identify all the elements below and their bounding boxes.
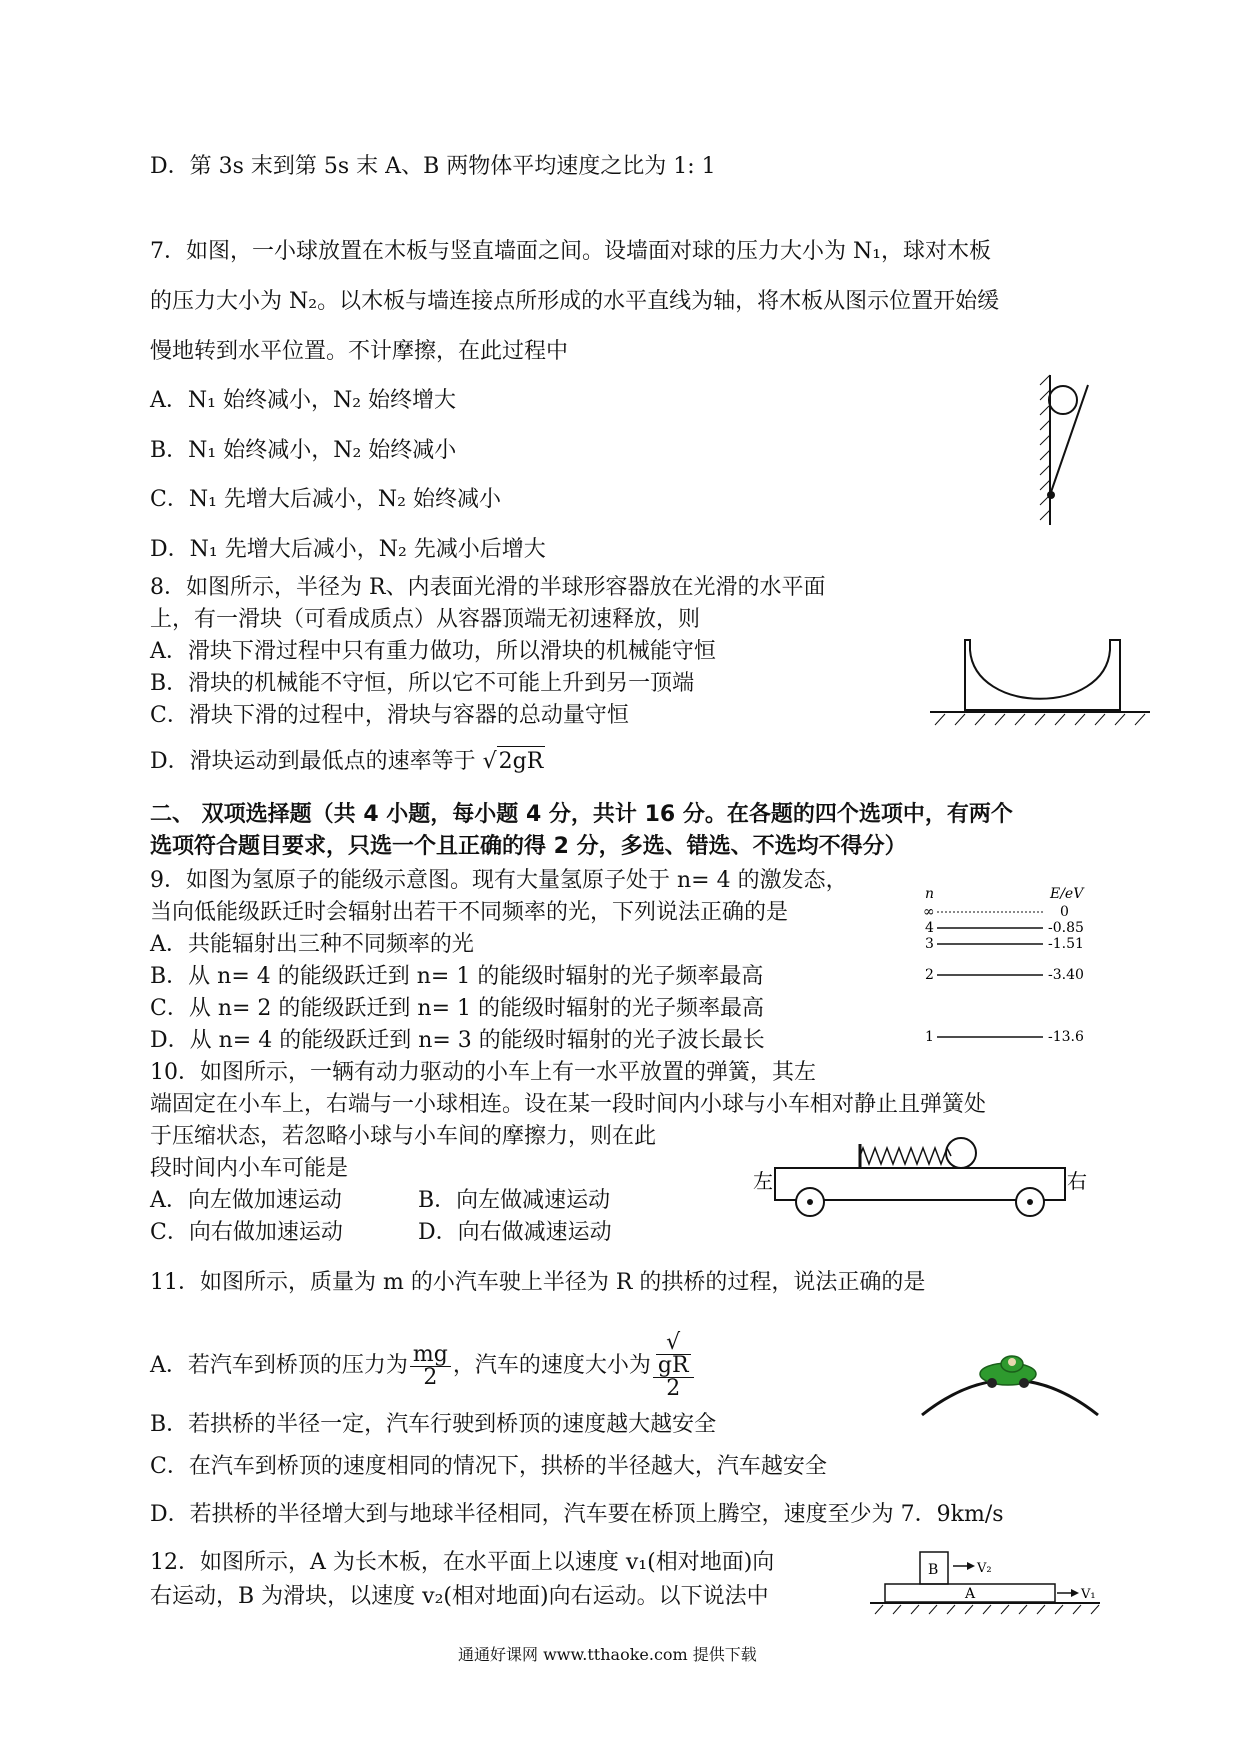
q10-ball bbox=[946, 1138, 976, 1168]
q11-option-a bbox=[150, 1332, 696, 1400]
q11-frac1-numerator: mg bbox=[410, 1344, 451, 1367]
section2-heading-line1: 二、 双项选择题（共 4 小题，每小题 4 分，共计 16 分。在各题的四个选项中，有两个 bbox=[150, 802, 1013, 827]
q10-stem-line2: 端固定在小车上，右端与一小球相连。设在某一段时间内小球与小车相对静止且弹簧处 bbox=[150, 1092, 987, 1117]
q11-stem: 11．如图所示，质量为 m 的小汽车驶上半径为 R 的拱桥的过程，说法正确的是 bbox=[150, 1270, 926, 1295]
q10-stem-line1: 10．如图所示，一辆有动力驱动的小车上有一水平放置的弹簧，其左 bbox=[150, 1060, 816, 1085]
q7-option-d: D．N₁ 先增大后减小，N₂ 先减小后增大 bbox=[150, 537, 546, 562]
q9-stem-line1: 9．如图为氢原子的能级示意图。现有大量氢原子处于 n= 4 的激发态， bbox=[150, 868, 848, 893]
q9-level-inf-n: ∞ bbox=[923, 904, 935, 920]
q10-label-left: 左 bbox=[753, 1169, 773, 1193]
q9-energy-level-diagram bbox=[915, 880, 1105, 1060]
q9-level-1-n: 1 bbox=[925, 1029, 934, 1045]
q11-frac2-denominator: 2 bbox=[666, 1376, 681, 1401]
q10-option-d: D．向右做减速运动 bbox=[418, 1220, 612, 1245]
q7-wall-board-figure bbox=[1030, 370, 1110, 530]
q8-option-d-text: D．滑块运动到最低点的速率等于 bbox=[150, 749, 476, 774]
q7-option-c: C．N₁ 先增大后减小，N₂ 始终减小 bbox=[150, 487, 501, 512]
q11-option-c: C．在汽车到桥顶的速度相同的情况下，拱桥的半径越大，汽车越安全 bbox=[150, 1454, 827, 1479]
q11-option-d: D．若拱桥的半径增大到与地球半径相同，汽车要在桥顶上腾空，速度至少为 7．9km/s bbox=[150, 1502, 1004, 1527]
q10-cart-spring-figure bbox=[745, 1130, 1095, 1225]
q9-option-d: D．从 n= 4 的能级跃迁到 n= 3 的能级时辐射的光子波长最长 bbox=[150, 1028, 765, 1053]
q10-option-b: B．向左做减速运动 bbox=[418, 1188, 611, 1213]
q9-level-3-n: 3 bbox=[925, 936, 934, 952]
q12-board-block-figure bbox=[865, 1548, 1105, 1638]
q11-car-icon bbox=[980, 1356, 1036, 1388]
q10-option-c: C．向右做加速运动 bbox=[150, 1220, 343, 1245]
q9-option-b: B．从 n= 4 的能级跃迁到 n= 1 的能级时辐射的光子频率最高 bbox=[150, 964, 764, 989]
q9-option-c: C．从 n= 2 的能级跃迁到 n= 1 的能级时辐射的光子频率最高 bbox=[150, 996, 764, 1021]
q8-option-a: A．滑块下滑过程中只有重力做功，所以滑块的机械能守恒 bbox=[150, 639, 716, 664]
q8-option-c: C．滑块下滑的过程中，滑块与容器的总动量守恒 bbox=[150, 703, 629, 728]
q8-option-d bbox=[150, 746, 545, 777]
q9-level-2-n: 2 bbox=[925, 967, 934, 983]
q11-frac1-denominator: 2 bbox=[423, 1364, 438, 1390]
q7-option-a: A．N₁ 始终减小，N₂ 始终增大 bbox=[150, 388, 457, 413]
q12-stem-line2: 右运动，B 为滑块，以速度 v₂(相对地面)向右运动。以下说法中 bbox=[150, 1584, 769, 1609]
q11-option-b: B．若拱桥的半径一定，汽车行驶到桥顶的速度越大越安全 bbox=[150, 1412, 717, 1437]
q10-stem-line4: 段时间内小车可能是 bbox=[150, 1156, 349, 1181]
q6-option-d: D．第 3s 末到第 5s 末 A、B 两物体平均速度之比为 1: 1 bbox=[150, 154, 716, 179]
q9-stem-line2: 当向低能级跃迁时会辐射出若干不同频率的光，下列说法正确的是 bbox=[150, 900, 789, 925]
q8-option-b: B．滑块的机械能不守恒，所以它不可能上升到另一顶端 bbox=[150, 671, 695, 696]
q11-option-a-prefix: A．若汽车到桥顶的压力为 bbox=[150, 1353, 408, 1378]
q11-option-a-mid: ，汽车的速度大小为 bbox=[452, 1353, 651, 1378]
q8-stem-line2: 上，有一滑块（可看成质点）从容器顶端无初速释放，则 bbox=[150, 607, 701, 632]
q12-label-v1: V₁ bbox=[1081, 1587, 1096, 1602]
q10-option-a: A．向左做加速运动 bbox=[150, 1188, 342, 1213]
q11-fraction-sqrt-gr-over-2 bbox=[653, 1332, 694, 1400]
q9-n-header: n bbox=[925, 886, 935, 902]
q9-level-3-e: -1.51 bbox=[1048, 936, 1084, 952]
q11-frac2-numerator: gR bbox=[657, 1353, 689, 1378]
q12-label-v2: V₂ bbox=[977, 1561, 992, 1576]
q11-arch-bridge-figure bbox=[920, 1340, 1100, 1420]
q8-sqrt-symbol: √ bbox=[482, 749, 497, 774]
q7-stem-line1: 7．如图，一小球放置在木板与竖直墙面之间。设墙面对球的压力大小为 N₁，球对木板 bbox=[150, 239, 992, 264]
q10-spring bbox=[860, 1148, 951, 1164]
q9-level-1-e: -13.6 bbox=[1048, 1029, 1084, 1045]
q7-option-b: B．N₁ 始终减小，N₂ 始终减小 bbox=[150, 438, 457, 463]
q9-level-4-n: 4 bbox=[925, 920, 934, 936]
q9-level-inf-e: 0 bbox=[1060, 904, 1069, 920]
q11-sqrt-symbol: √ bbox=[666, 1330, 681, 1355]
q9-level-2-e: -3.40 bbox=[1048, 967, 1084, 983]
q9-level-4-e: -0.85 bbox=[1048, 920, 1084, 936]
q12-label-b: B bbox=[928, 1562, 939, 1578]
section2-heading-line2: 选项符合题目要求，只选一个且正确的得 2 分，多选、错选、不选均不得分） bbox=[150, 834, 907, 859]
q7-stem-line3: 慢地转到水平位置。不计摩擦，在此过程中 bbox=[150, 339, 569, 364]
q12-label-a: A bbox=[965, 1586, 976, 1602]
q8-stem-line1: 8．如图所示，半径为 R、内表面光滑的半球形容器放在光滑的水平面 bbox=[150, 575, 826, 600]
q9-option-a: A．共能辐射出三种不同频率的光 bbox=[150, 932, 474, 957]
page-footer: 通通好课网 www.tthaoke.com 提供下载 bbox=[458, 1645, 757, 1664]
q12-stem-line1: 12．如图所示，A 为长木板，在水平面上以速度 v₁(相对地面)向 bbox=[150, 1550, 775, 1575]
q8-hemisphere-container-figure bbox=[930, 630, 1150, 740]
q8-sqrt-value: 2gR bbox=[497, 746, 546, 777]
q9-e-header: E/eV bbox=[1050, 886, 1084, 902]
q10-stem-line3: 于压缩状态，若忽略小球与小车间的摩擦力，则在此 bbox=[150, 1124, 657, 1149]
q7-stem-line2: 的压力大小为 N₂。以木板与墙连接点所形成的水平直线为轴，将木板从图示位置开始缓 bbox=[150, 289, 1000, 314]
q11-fraction-mg-over-2 bbox=[410, 1341, 451, 1390]
q10-label-right: 右 bbox=[1067, 1169, 1087, 1193]
